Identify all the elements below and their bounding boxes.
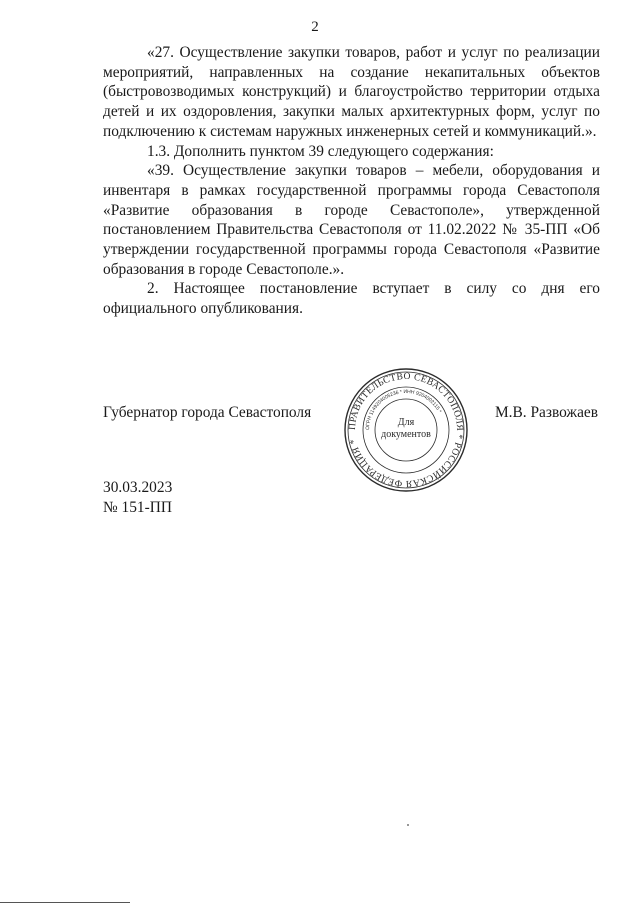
paragraph-item-27: «27. Осуществление закупки товаров, работ и услуг по реализации мероприятий, направленных на создание некапитальных объектов (быстровозводимых конструкций) и благоустройство территории отдыха детей и их оздоровления, закупки малых архитектурных форм, услуг по подключению к системам наружных инженерных сетей и коммуникаций.». xyxy=(103,44,600,140)
document-date: 30.03.2023 xyxy=(103,479,173,496)
paragraph-effective-date: 2. Настоящее постановление вступает в силу со дня его официального опубликования. xyxy=(103,280,600,318)
seal-outer-text: ПРАВИТЕЛЬСТВО СЕВАСТОПОЛЯ * РОССИЙСКАЯ ФЕДЕРАЦИЯ * xyxy=(347,371,465,489)
seal-inner-text: ОГРН 1149204005236 * ИНН 9204002115 * xyxy=(364,388,443,431)
seal-center-line1: Для xyxy=(397,417,415,428)
paragraph-amendment-1-3: 1.3. Дополнить пунктом 39 следующего содержания: xyxy=(147,142,494,160)
official-seal xyxy=(343,367,469,493)
document-number: № 151-ПП xyxy=(103,499,172,516)
document-body xyxy=(103,43,600,319)
signatory-name: М.В. Развожаев xyxy=(495,404,598,421)
page-number: 2 xyxy=(311,19,319,35)
seal-center-line2: документов xyxy=(381,429,431,440)
signatory-position: Губернатор города Севастополя xyxy=(103,404,312,421)
bottom-rule xyxy=(0,902,130,903)
paragraph-item-39: «39. Осуществление закупки товаров – мебели, оборудования и инвентаря в рамках государственной программы города Севастополя «Развитие образования в городе Севастополе», утвержденной постановлением Правительства Севастополя от 11.02.2022 № 35-ПП «Об утверждении государственной программы города Севастополя «Развитие образования в городе Севастополе.». xyxy=(103,162,600,278)
scan-speck xyxy=(407,824,409,826)
